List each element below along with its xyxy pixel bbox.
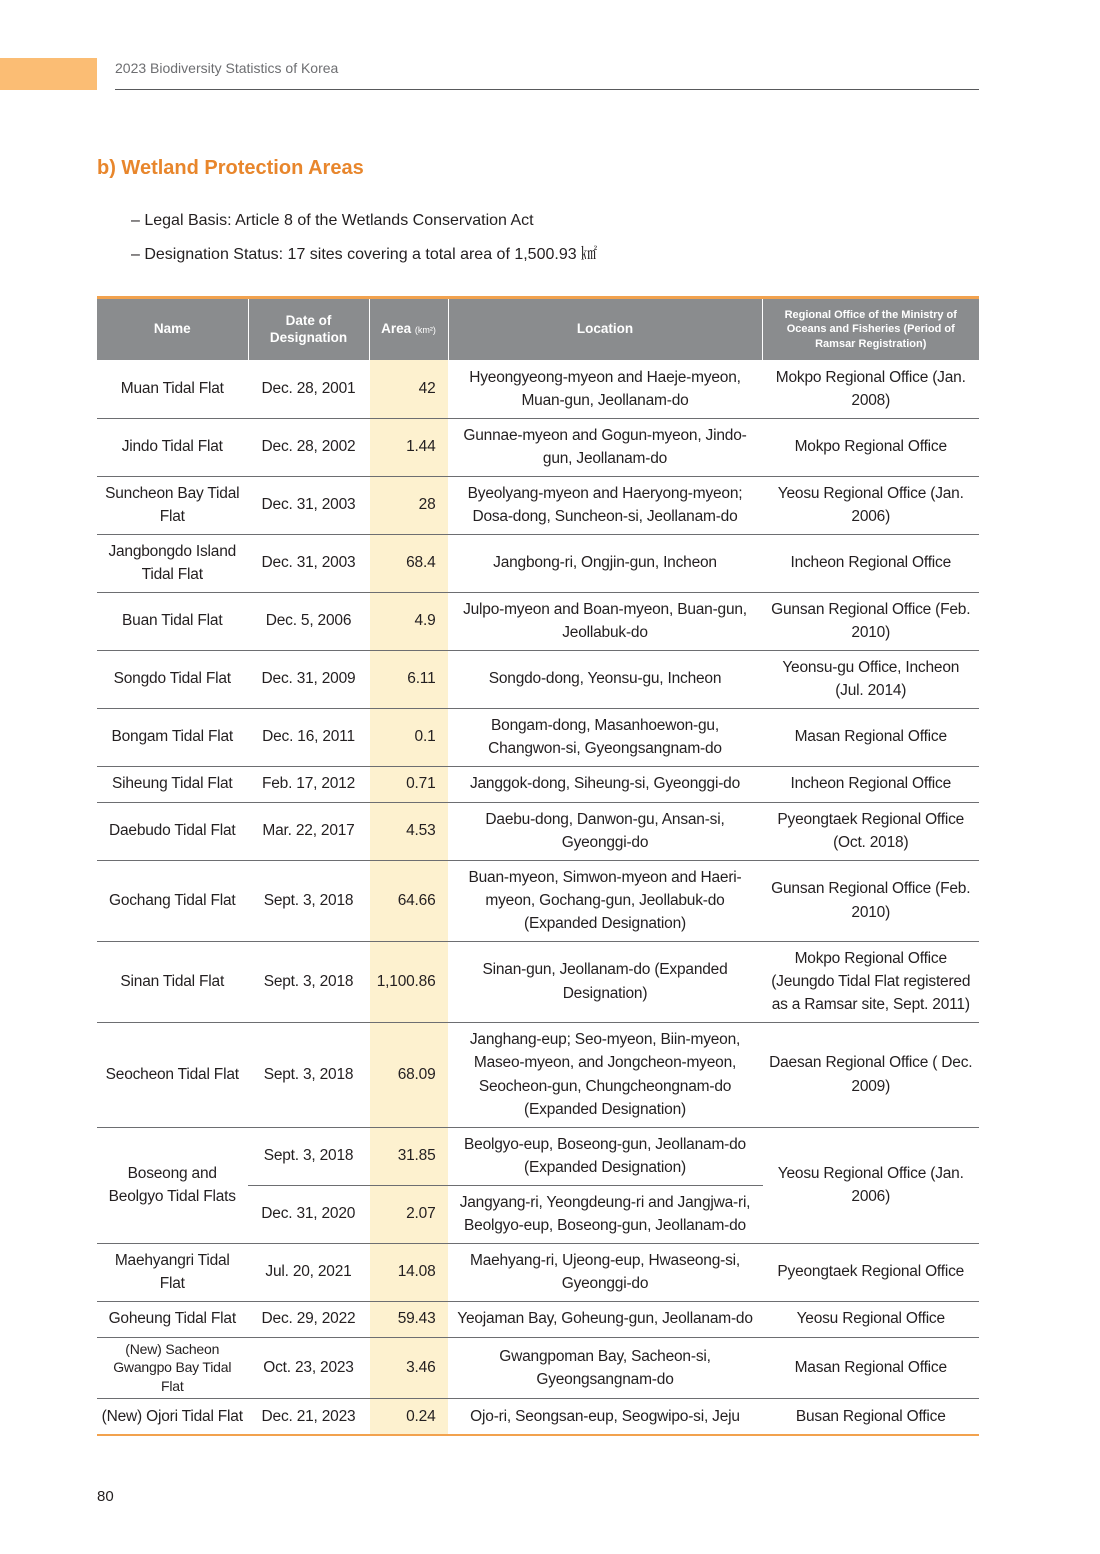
area-value: 28 xyxy=(369,476,448,534)
location: Beolgyo-eup, Boseong-gun, Jeollanam-do (Expanded Designation) xyxy=(448,1127,762,1185)
area-value: 4.9 xyxy=(369,592,448,650)
table-row xyxy=(97,418,979,476)
designation-date: Dec. 31, 2009 xyxy=(248,650,369,708)
table-row xyxy=(97,1337,979,1399)
legal-basis-bullet: – Legal Basis: Article 8 of the Wetlands Conservation Act xyxy=(131,212,534,229)
designation-date: Dec. 5, 2006 xyxy=(248,592,369,650)
table-header-row xyxy=(97,298,979,361)
location: Songdo-dong, Yeonsu-gu, Incheon xyxy=(448,650,762,708)
site-name: Muan Tidal Flat xyxy=(97,360,248,418)
area-value: 0.1 xyxy=(369,708,448,766)
designation-date: Sept. 3, 2018 xyxy=(248,941,369,1022)
header-name: Name xyxy=(97,298,248,361)
table-row xyxy=(97,534,979,592)
area-value: 0.71 xyxy=(369,766,448,802)
regional-office: Yeosu Regional Office xyxy=(762,1301,979,1337)
site-name: Songdo Tidal Flat xyxy=(97,650,248,708)
site-name: Bongam Tidal Flat xyxy=(97,708,248,766)
location: Jangbong-ri, Ongjin-gun, Incheon xyxy=(448,534,762,592)
site-name: Gochang Tidal Flat xyxy=(97,860,248,941)
header-location: Location xyxy=(448,298,762,361)
header-area-label: Area xyxy=(381,321,412,337)
table-row xyxy=(97,941,979,1022)
area-value: 68.09 xyxy=(369,1022,448,1127)
site-name: Daebudo Tidal Flat xyxy=(97,802,248,860)
regional-office: Gunsan Regional Office (Feb. 2010) xyxy=(762,592,979,650)
location: Janggok-dong, Siheung-si, Gyeonggi-do xyxy=(448,766,762,802)
site-name: Maehyangri Tidal Flat xyxy=(97,1243,248,1301)
area-value: 31.85 xyxy=(369,1127,448,1185)
table-row xyxy=(97,1243,979,1301)
designation-date: Dec. 31, 2003 xyxy=(248,476,369,534)
designation-status-bullet: – Designation Status: 17 sites covering a total area of 1,500.93 ㎢ xyxy=(131,246,598,263)
regional-office: Masan Regional Office xyxy=(762,1337,979,1399)
area-value: 0.24 xyxy=(369,1399,448,1435)
site-name: Boseong and Beolgyo Tidal Flats xyxy=(97,1127,248,1243)
regional-office: Mokpo Regional Office (Jeungdo Tidal Flat registered as a Ramsar site, Sept. 2011) xyxy=(762,941,979,1022)
site-name: Sinan Tidal Flat xyxy=(97,941,248,1022)
location: Janghang-eup; Seo-myeon, Biin-myeon, Maseo-myeon, and Jongcheon-myeon, Seocheon-gun, Chungcheongnam-do (Expanded Designation) xyxy=(448,1022,762,1127)
regional-office: Gunsan Regional Office (Feb. 2010) xyxy=(762,860,979,941)
designation-date: Oct. 23, 2023 xyxy=(248,1337,369,1399)
header-rule xyxy=(115,89,979,90)
table-row xyxy=(97,1301,979,1337)
location: Bongam-dong, Masanhoewon-gu, Changwon-si, Gyeongsangnam-do xyxy=(448,708,762,766)
section-title: b) Wetland Protection Areas xyxy=(97,157,364,179)
site-name: Jindo Tidal Flat xyxy=(97,418,248,476)
area-value: 1.44 xyxy=(369,418,448,476)
table-row xyxy=(97,1022,979,1127)
location: Daebu-dong, Danwon-gu, Ansan-si, Gyeonggi-do xyxy=(448,802,762,860)
designation-date: Dec. 28, 2001 xyxy=(248,360,369,418)
area-value: 42 xyxy=(369,360,448,418)
regional-office: Pyeongtaek Regional Office (Oct. 2018) xyxy=(762,802,979,860)
site-name: Goheung Tidal Flat xyxy=(97,1301,248,1337)
area-value: 68.4 xyxy=(369,534,448,592)
wetland-areas-table xyxy=(97,296,979,1436)
table-row xyxy=(97,860,979,941)
designation-date: Dec. 29, 2022 xyxy=(248,1301,369,1337)
header-office: Regional Office of the Ministry of Oceans and Fisheries (Period of Ramsar Registration) xyxy=(762,298,979,361)
designation-date: Sept. 3, 2018 xyxy=(248,860,369,941)
site-name: Jangbongdo Island Tidal Flat xyxy=(97,534,248,592)
site-name: (New) Sacheon Gwangpo Bay Tidal Flat xyxy=(97,1337,248,1399)
table-row xyxy=(97,1127,979,1185)
location: Julpo-myeon and Boan-myeon, Buan-gun, Jeollabuk-do xyxy=(448,592,762,650)
header-area xyxy=(369,298,448,361)
designation-date: Sept. 3, 2018 xyxy=(248,1127,369,1185)
area-value: 64.66 xyxy=(369,860,448,941)
location: Ojo-ri, Seongsan-eup, Seogwipo-si, Jeju xyxy=(448,1399,762,1435)
regional-office: Yeonsu-gu Office, Incheon (Jul. 2014) xyxy=(762,650,979,708)
table-row xyxy=(97,708,979,766)
site-name: Suncheon Bay Tidal Flat xyxy=(97,476,248,534)
location: Jangyang-ri, Yeongdeung-ri and Jangjwa-ri, Beolgyo-eup, Boseong-gun, Jeollanam-do xyxy=(448,1185,762,1243)
running-header-title: 2023 Biodiversity Statistics of Korea xyxy=(115,60,339,76)
location: Buan-myeon, Simwon-myeon and Haeri-myeon, Gochang-gun, Jeollabuk-do (Expanded Designation) xyxy=(448,860,762,941)
location: Gwangpoman Bay, Sacheon-si, Gyeongsangnam-do xyxy=(448,1337,762,1399)
regional-office: Yeosu Regional Office (Jan. 2006) xyxy=(762,1127,979,1243)
site-name: Seocheon Tidal Flat xyxy=(97,1022,248,1127)
table-row xyxy=(97,592,979,650)
header-accent-bar xyxy=(0,58,97,90)
regional-office: Mokpo Regional Office xyxy=(762,418,979,476)
designation-date: Feb. 17, 2012 xyxy=(248,766,369,802)
regional-office: Daesan Regional Office ( Dec. 2009) xyxy=(762,1022,979,1127)
location: Yeojaman Bay, Goheung-gun, Jeollanam-do xyxy=(448,1301,762,1337)
designation-date: Dec. 21, 2023 xyxy=(248,1399,369,1435)
designation-date: Dec. 31, 2020 xyxy=(248,1185,369,1243)
regional-office: Mokpo Regional Office (Jan. 2008) xyxy=(762,360,979,418)
area-value: 3.46 xyxy=(369,1337,448,1399)
designation-date: Dec. 31, 2003 xyxy=(248,534,369,592)
area-value: 14.08 xyxy=(369,1243,448,1301)
location: Hyeongyeong-myeon and Haeje-myeon, Muan-gun, Jeollanam-do xyxy=(448,360,762,418)
table-row xyxy=(97,360,979,418)
area-value: 59.43 xyxy=(369,1301,448,1337)
table-row xyxy=(97,766,979,802)
location: Maehyang-ri, Ujeong-eup, Hwaseong-si, Gyeonggi-do xyxy=(448,1243,762,1301)
regional-office: Busan Regional Office xyxy=(762,1399,979,1435)
header-date: Date of Designation xyxy=(248,298,369,361)
table-row xyxy=(97,802,979,860)
table-row xyxy=(97,1399,979,1435)
location: Byeolyang-myeon and Haeryong-myeon; Dosa-dong, Suncheon-si, Jeollanam-do xyxy=(448,476,762,534)
area-value: 4.53 xyxy=(369,802,448,860)
designation-date: Dec. 16, 2011 xyxy=(248,708,369,766)
designation-date: Sept. 3, 2018 xyxy=(248,1022,369,1127)
regional-office: Masan Regional Office xyxy=(762,708,979,766)
designation-date: Jul. 20, 2021 xyxy=(248,1243,369,1301)
header-area-unit: (km²) xyxy=(414,325,436,336)
area-value: 6.11 xyxy=(369,650,448,708)
location: Sinan-gun, Jeollanam-do (Expanded Designation) xyxy=(448,941,762,1022)
regional-office: Incheon Regional Office xyxy=(762,766,979,802)
site-name: Siheung Tidal Flat xyxy=(97,766,248,802)
site-name: (New) Ojori Tidal Flat xyxy=(97,1399,248,1435)
page-number: 80 xyxy=(97,1488,114,1505)
location: Gunnae-myeon and Gogun-myeon, Jindo-gun, Jeollanam-do xyxy=(448,418,762,476)
table-row xyxy=(97,650,979,708)
regional-office: Pyeongtaek Regional Office xyxy=(762,1243,979,1301)
site-name: Buan Tidal Flat xyxy=(97,592,248,650)
designation-date: Dec. 28, 2002 xyxy=(248,418,369,476)
regional-office: Incheon Regional Office xyxy=(762,534,979,592)
designation-date: Mar. 22, 2017 xyxy=(248,802,369,860)
area-value: 2.07 xyxy=(369,1185,448,1243)
regional-office: Yeosu Regional Office (Jan. 2006) xyxy=(762,476,979,534)
area-value: 1,100.86 xyxy=(369,941,448,1022)
table-row xyxy=(97,476,979,534)
